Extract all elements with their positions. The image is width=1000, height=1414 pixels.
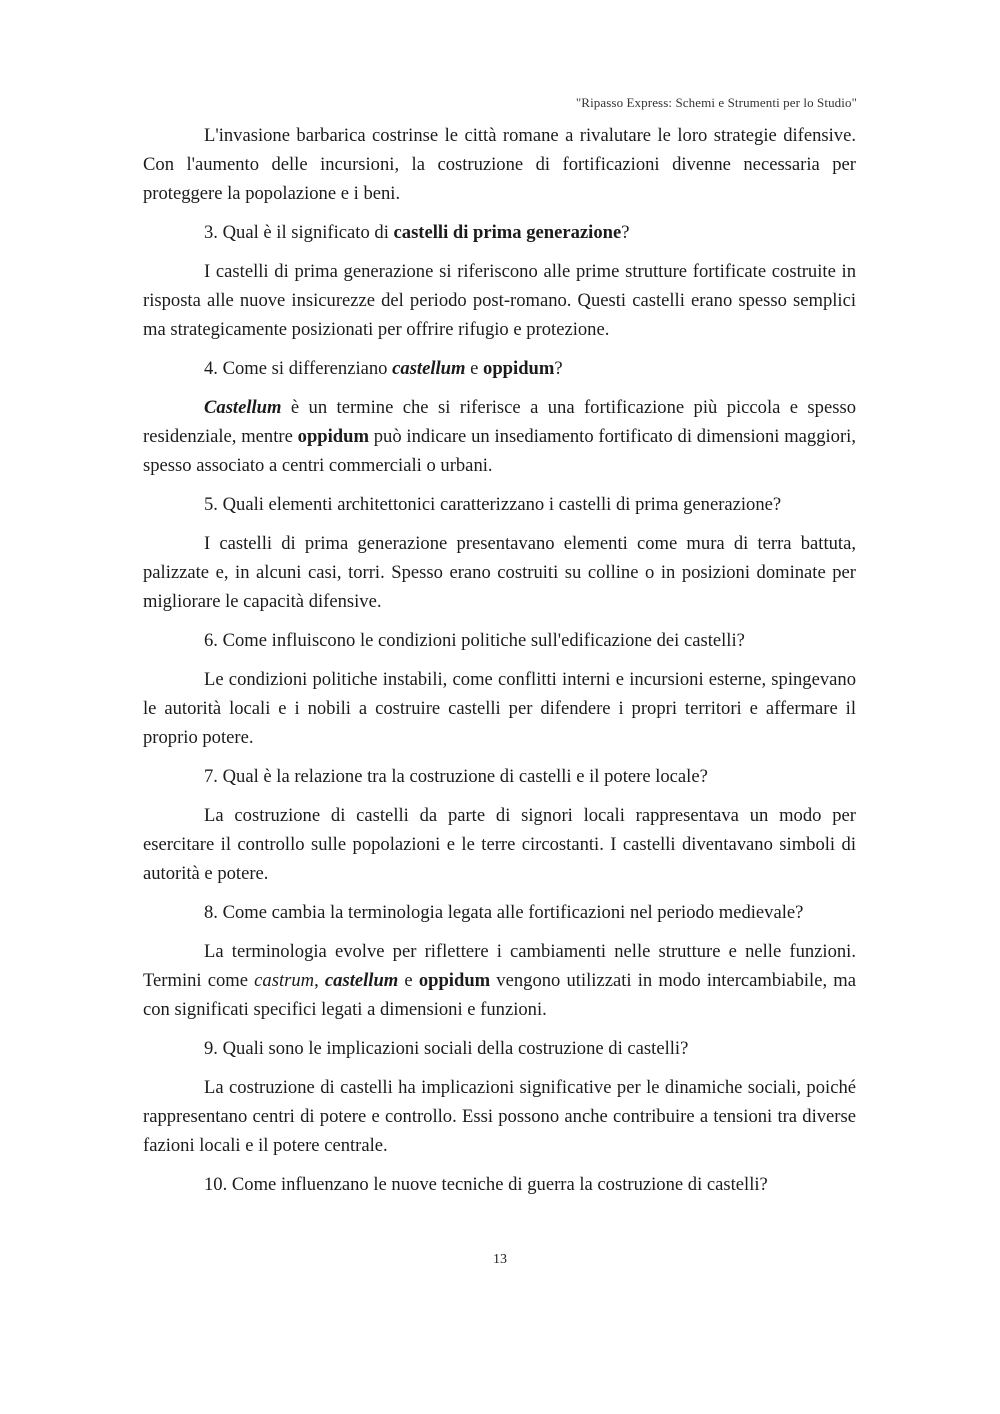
question-8: 8. Come cambia la terminologia legata alle fortificazioni nel periodo medievale?: [204, 902, 804, 923]
answer-7: La costruzione di castelli da parte di signori locali rappresentava un modo per esercitare il controllo sulle popolazioni e le terre circostanti. I castelli diventavano simboli di autorità e potere.: [143, 805, 856, 884]
question-7: 7. Qual è la relazione tra la costruzione di castelli e il potere locale?: [204, 766, 708, 787]
page-content: [143, 121, 856, 1209]
answer-4-text-2: può indicare un insediamento fortificato di dimensioni maggiori, spesso associato a centri commerciali o urbani.: [143, 426, 856, 476]
answer-5: I castelli di prima generazione presentavano elementi come mura di terra battuta, palizzate e, in alcuni casi, torri. Spesso erano costruiti su colline o in posizioni dominate per migliorare le capacità difensive.: [143, 533, 856, 612]
page-number: 13: [493, 1252, 507, 1267]
question-3-term: castelli di prima generazione: [393, 222, 622, 243]
running-header: "Ripasso Express: Schemi e Strumenti per lo Studio": [575, 95, 857, 110]
answer-3: I castelli di prima generazione si riferiscono alle prime strutture fortificate costruite in risposta alle nuove insicurezze del periodo post-romano. Questi castelli erano spesso semplici ma strategicamente posizionati per offrire rifugio e protezione.: [143, 261, 856, 340]
answer-4-term-castellum: Castellum: [204, 397, 282, 418]
question-5: 5. Quali elementi architettonici caratterizzano i castelli di prima generazione?: [204, 494, 782, 515]
intro-paragraph: L'invasione barbarica costrinse le città romane a rivalutare le loro strategie difensive. Con l'aumento delle incursioni, la costruzione di fortificazioni divenne necessaria per proteggere la popolazione e i beni.: [143, 125, 856, 204]
answer-8-term-oppidum: oppidum: [418, 970, 491, 991]
question-4-text: 4. Come si differenziano: [204, 358, 393, 379]
answer-4-text-1: è un termine che si riferisce a una fortificazione più piccola e spesso residenziale, mentre: [143, 397, 856, 447]
answer-4: [143, 393, 856, 480]
answer-8-separator: ,: [314, 970, 325, 991]
answer-8-conj: e: [398, 970, 419, 991]
answer-4-term-oppidum: oppidum: [297, 426, 369, 447]
question-4-term-castellum: castellum: [392, 358, 466, 379]
answer-9: La costruzione di castelli ha implicazioni significative per le dinamiche sociali, poiché rappresentano centri di potere e controllo. Essi possono anche contribuire a tensioni tra diverse fazioni locali e il potere centrale.: [143, 1077, 856, 1156]
question-4-end: ?: [554, 358, 563, 379]
question-9: 9. Quali sono le implicazioni sociali della costruzione di castelli?: [204, 1038, 689, 1059]
question-10: 10. Come influenzano le nuove tecniche di guerra la costruzione di castelli?: [204, 1174, 768, 1195]
answer-8-term-castellum: castellum: [324, 970, 399, 991]
question-3-text: 3. Qual è il significato di: [204, 222, 394, 243]
answer-8-text-1: La terminologia evolve per riflettere i cambiamenti nelle strutture e nelle funzioni. Termini come: [143, 941, 856, 991]
question-4-conj: e: [465, 358, 484, 379]
question-3: [143, 218, 856, 247]
question-4: [143, 354, 856, 383]
answer-6: Le condizioni politiche instabili, come conflitti interni e incursioni esterne, spingevano le autorità locali e i nobili a costruire castelli per difendere i propri territori e affermare il proprio potere.: [143, 669, 856, 748]
question-6: 6. Come influiscono le condizioni politiche sull'edificazione dei castelli?: [204, 630, 745, 651]
answer-8-text-2: vengono utilizzati in modo intercambiabile, ma con significati specifici legati a dimensioni e funzioni.: [143, 970, 856, 1020]
answer-8: [143, 937, 856, 1024]
question-3-end: ?: [621, 222, 630, 243]
question-4-term-oppidum: oppidum: [483, 358, 555, 379]
answer-8-term-castrum: castrum: [254, 970, 315, 991]
